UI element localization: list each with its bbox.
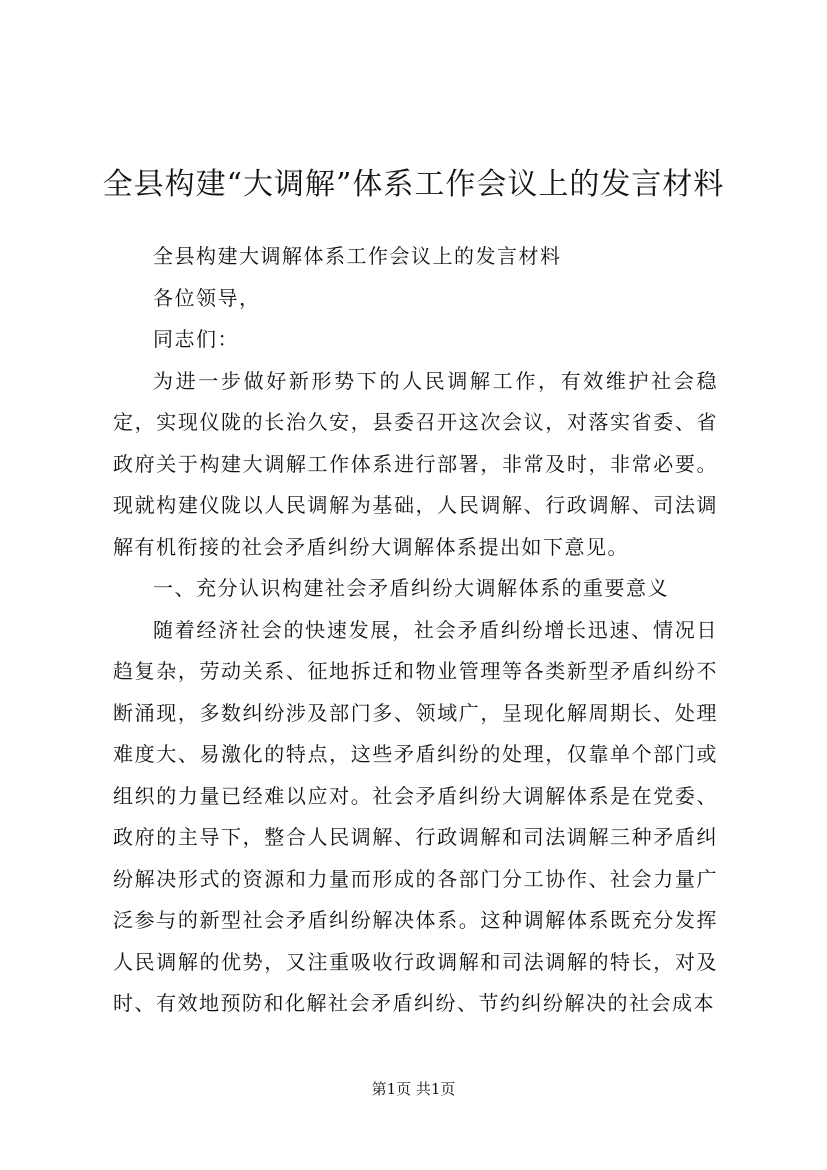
body-paragraph: 为进一步做好新形势下的人民调解工作，有效维护社会稳定，实现仪陇的长治久安，县委召开这次会议，对落实省委、省政府关于构建大调解工作体系进行部署，非常及时，非常必要。现就构建仪陇以人民调解为基础，人民调解、行政调解、司法调解有机衔接的社会矛盾纠纷大调解体系提出如下意见。 xyxy=(113,368,718,559)
section-heading: 一、充分认识构建社会矛盾纠纷大调解体系的重要意义 xyxy=(153,576,669,600)
page-footer: 第1页 共1页 xyxy=(371,1080,456,1098)
salutation-comrades: 同志们： xyxy=(153,327,239,351)
document-body xyxy=(113,236,718,1025)
document-title: 全县构建“大调解”体系工作会议上的发言材料 xyxy=(102,167,725,203)
salutation-leaders: 各位领导， xyxy=(153,285,261,310)
subtitle-paragraph: 全县构建大调解体系工作会议上的发言材料 xyxy=(153,244,562,268)
body-paragraph: 随着经济社会的快速发展，社会矛盾纠纷增长迅速、情况日趋复杂，劳动关系、征地拆迁和物业管理等各类新型矛盾纠纷不断涌现，多数纠纷涉及部门多、领域广，呈现化解周期长、处理难度大、易激化的特点，这些矛盾纠纷的处理，仅靠单个部门或组织的力量已经难以应对。社会矛盾纠纷大调解体系是在党委、政府的主导下，整合人民调解、行政调解和司法调解三种矛盾纠纷解决形式的资源和力量而形成的各部门分工协作、社会力量广泛参与的新型社会矛盾纠纷解决体系。这种调解体系既充分发挥人民调解的优势，又注重吸收行政调解和司法调解的特长，对及时、有效地预防和化解社会矛盾纠纷、节约纠纷解决的社会成本 xyxy=(113,617,718,1015)
